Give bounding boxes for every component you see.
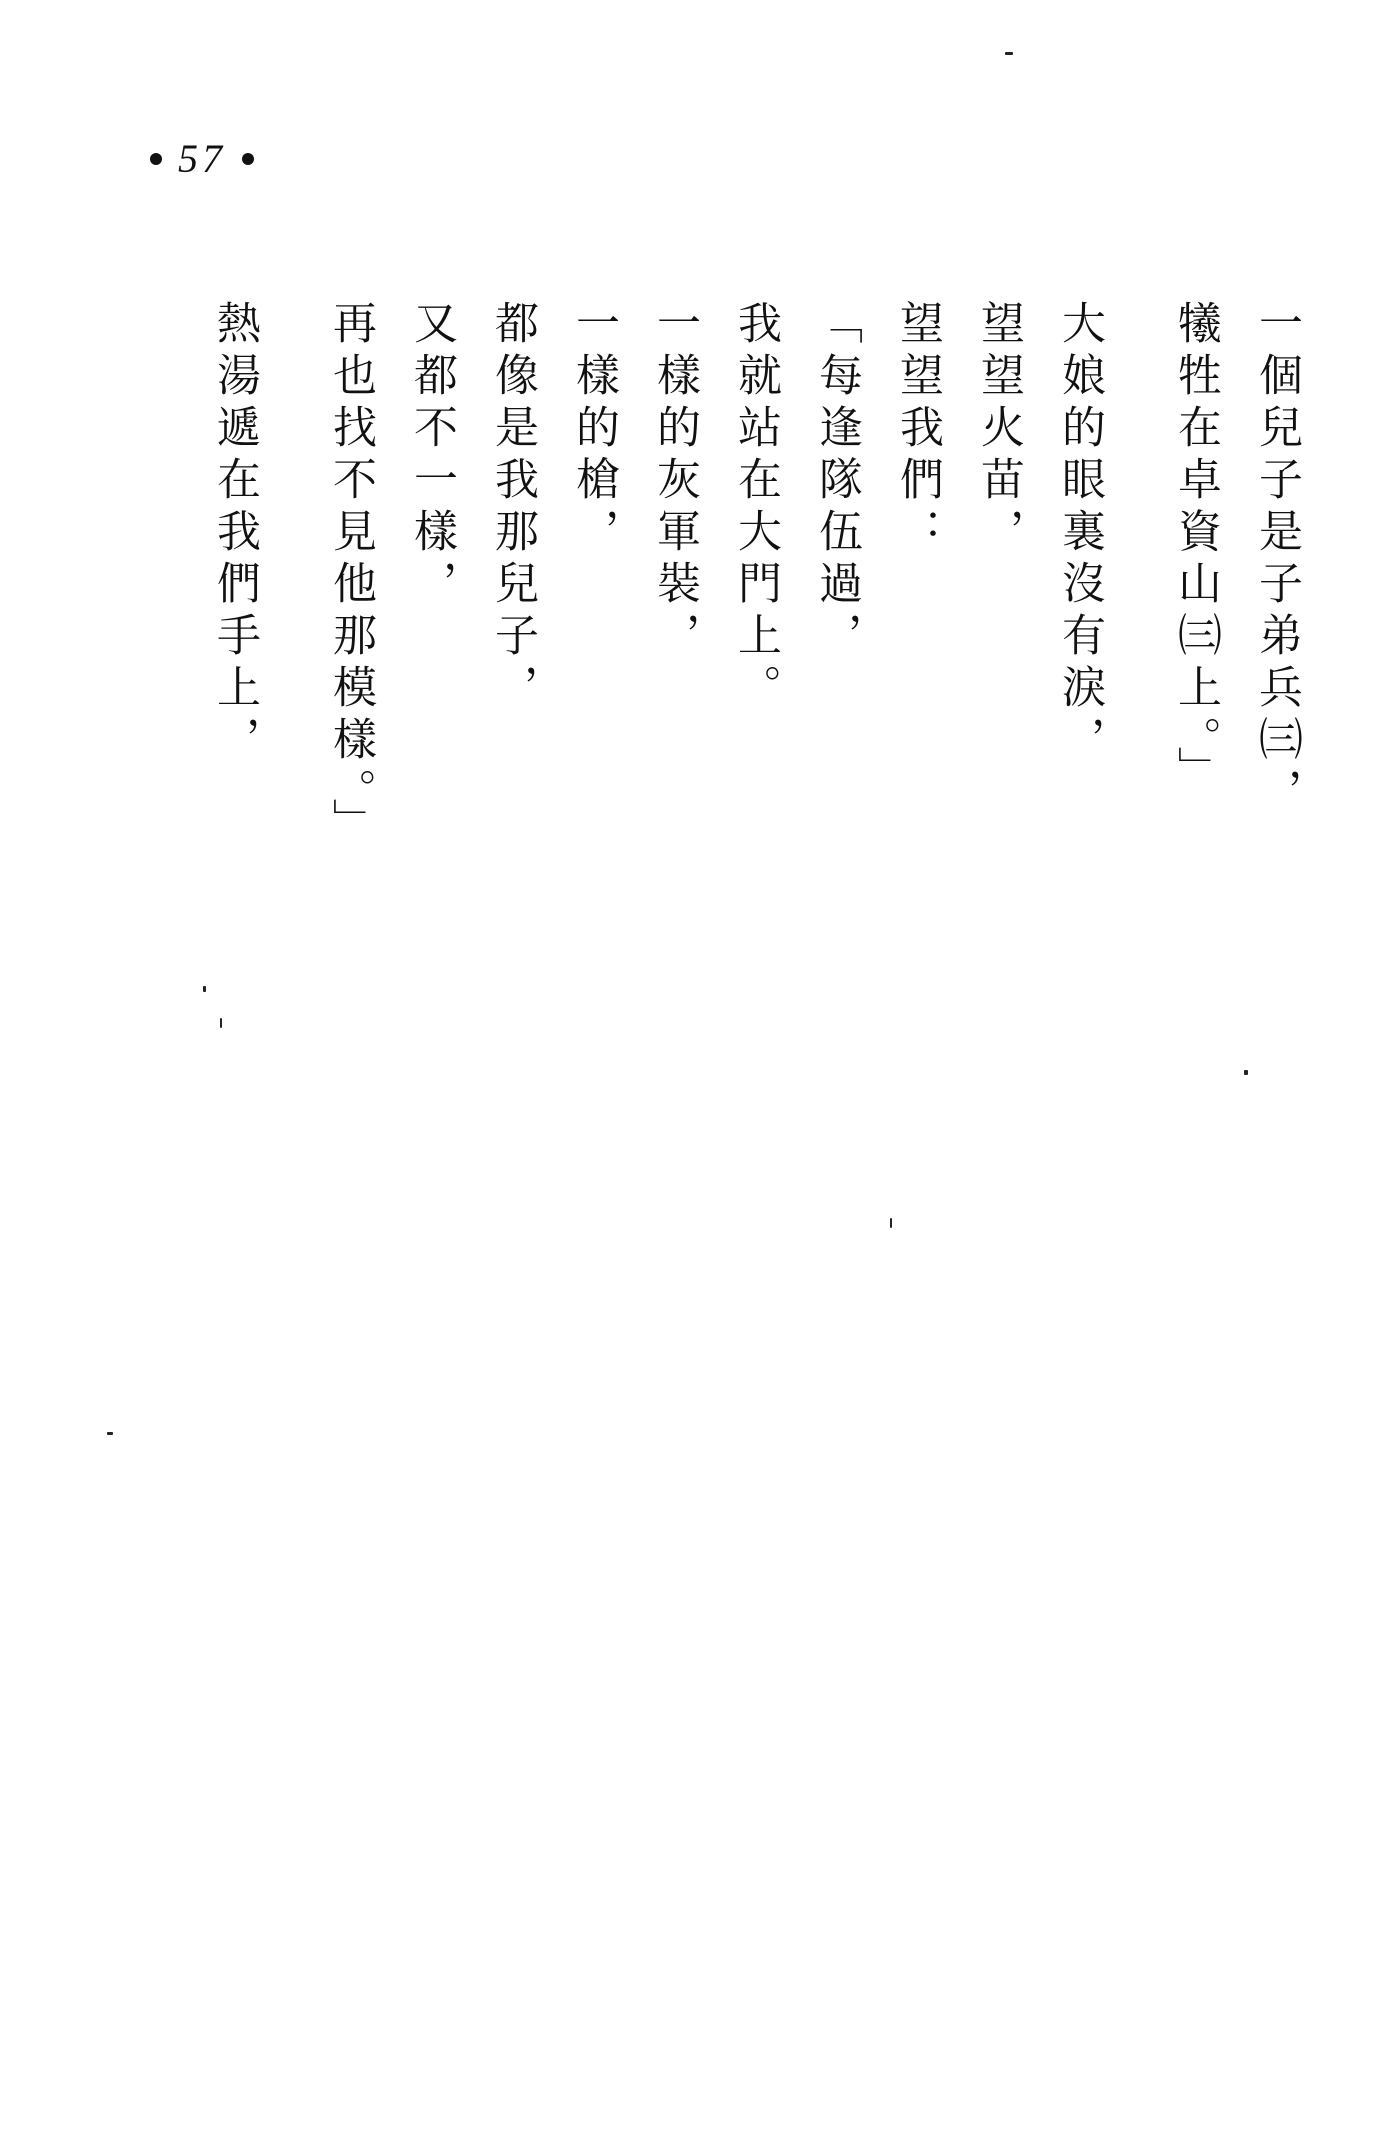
poem-line: 大娘的眼裏沒有淚， [1054,300,1105,768]
poem-line: 我就站在大門上。 [730,300,781,716]
poem-line: 一樣的灰軍裝， [649,300,700,664]
poem-line: 熱湯遞在我們手上， [209,300,260,768]
poem-line: 都像是我那兒子， [487,300,538,716]
poem-line: 一樣的槍， [568,300,619,560]
scan-speck [220,1018,222,1028]
scan-speck [107,1432,113,1435]
poem-line: 又都不一樣， [406,300,457,612]
poem-body [175,300,1302,920]
left-bullet-icon [150,153,162,165]
poem-line: 「每逢隊伍過， [811,300,862,664]
right-bullet-icon [242,153,254,165]
poem-line: 再也找不見他那模樣。」 [325,300,376,850]
scan-speck [203,986,206,992]
poem-line: 一個兒子是子弟兵㈢， [1251,300,1302,820]
scan-speck [1244,1070,1248,1075]
poem-line: 犧牲在卓資山㈢上。」 [1170,300,1221,798]
scan-speck [890,1218,892,1228]
page-number-header [150,135,254,182]
page-number: 57 [178,136,226,181]
poem-line: 望望我們： [892,300,943,560]
scan-speck [1005,52,1013,55]
poem-line: 望望火苗， [973,300,1024,560]
